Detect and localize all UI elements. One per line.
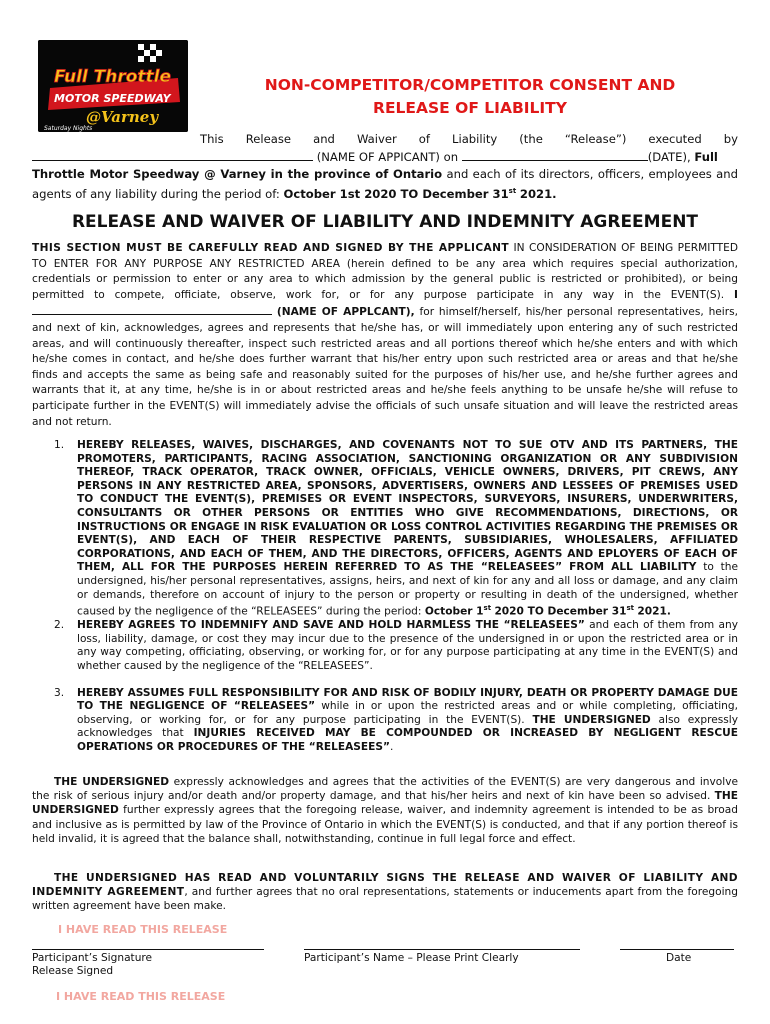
logo-graphic — [38, 40, 188, 132]
read-release-label-2: I HAVE READ THIS RELEASE — [56, 990, 226, 1003]
signs-bold: THE UNDERSIGNED HAS READ AND VOLUNTARILY SIGNS THE RELEASE AND WAIVER OF LIABILITY AND INDEMNITY AGREEMENT — [32, 872, 738, 899]
item-bold: HEREBY RELEASES, WAIVES, DISCHARGES, AND COVENANTS NOT TO SUE OTV AND ITS PARTNERS, THE PROMOTERS, PARTICIPANTS, RACING ASSOCIATION, SANCTIONING ORGANIZATION OR ANY SUBDIVISION THEREOF, TRACK OPERATOR, TRACK OWNER, OFFICIALS, VEHICLE OWNERS, DRIVERS, PIT CREWS, ANY PERSONS IN ANY RESTRICTED AREA, SPONSORS, ADVERTISERS, OWNERS AND LESSEES OF PREMISES USED TO CONDUCT THE EVENT(S), PREMISES OR EVENT INSPECTORS, SURVEYORS, INSURERS, UNDERWRITERS, CONSULTANTS OR OTHER PERSONS OR ENTITIES WHO GIVE RECOMMENDATIONS, DIRECTIONS, OR INSTRUCTIONS OR ENGAGE IN RISK EVALUATION OR LOSS CONTROL ACTIVITIES REGARDING THE PREMISES OR EVENT(S), AND EACH OF THEIR RESPECTIVE PARENTS, SUBSIDIARIES, WHOLESALERS, AFFILIATED CORPORATIONS, AND EACH OF THEM, AND THE DIRECTORS, OFFICERS, AGENTS AND EPLOYERS OF EACH OF THEM, ALL FOR THE PURPOSES HEREIN REFERRED TO AS THE “RELEASEES” FROM ALL LIABILITY — [77, 439, 738, 574]
applicant-name-field[interactable] — [32, 149, 313, 161]
document-title-line2: RELEASE OF LIABILITY — [373, 99, 567, 117]
item-period: October 1 — [424, 605, 484, 618]
section-i-label: I — [734, 288, 738, 301]
item-end: . — [389, 741, 394, 753]
intro-rest: and each of its directors, officers, employees and agents of any liability during the period of: — [32, 167, 738, 201]
item-rest: while in or upon the restricted areas and or while completing, officiating, observing, or working for, or for any purpose participating in the EVENT(S). — [77, 700, 738, 726]
intro-line1: This Release and Waiver of Liability (the “Release”) executed by — [200, 132, 738, 146]
intro-line2 — [32, 149, 738, 166]
undersigned-t1: expressly acknowledges and agrees that the activities of the EVENT(S) are very dangerous and involve the risk of serious injury and/or death and/or property damage, and that his/her heirs and next of kin have been so advised. — [32, 776, 739, 803]
list-item — [32, 439, 738, 619]
section-lead-bold: THIS SECTION MUST BE CAREFULLY READ AND SIGNED BY THE APPLICANT — [32, 242, 509, 254]
section-heading: RELEASE AND WAIVER OF LIABILITY AND INDEMNITY AGREEMENT — [71, 212, 699, 232]
item-rest2: also expressly acknowledges that — [77, 713, 738, 740]
participant-signature-label: Participant’s Signature — [32, 952, 153, 964]
participant-name-label: Participant’s Name – Please Print Clearly — [304, 952, 519, 964]
item-period-mid: 2020 TO December 31 — [494, 605, 627, 618]
date-label: Date — [666, 952, 692, 964]
undersigned-paragraph — [32, 775, 738, 846]
item-rest: and each of them from any loss, liability, damage, or cost they may incur due to the presence of the undersigned in or upon the restricted area or in any way competing, officiating, observing, or working for, or for any purpose participating at any time in the EVENT(S) and whether caused by the negligence of the “RELEASEES”. — [77, 619, 738, 673]
item-number: 3. — [54, 686, 65, 699]
item-period-sup2: st — [626, 604, 634, 613]
item-rest: to the undersigned, his/her personal representatives, assigns, heirs, and next of kin for any and all loss or damage, and any claim or demands, therefore on account of injury to the person or property or resulting in death of the undersigned, whether caused by the negligence of the “RELEASEES” during the period: — [77, 561, 738, 618]
speedway-logo — [38, 40, 188, 132]
logo-line3: @Varney — [86, 108, 159, 126]
section-body: for himself/herself, his/her personal representatives, heirs, and next of kin, acknowledges, agrees and represents that he/she has, or will immediately upon entering any of such restricted areas, and will continuously thereafter, inspect such restricted areas and all portions thereof which he/she enters and with which he/she comes in contact, and he/she does further warrant that his/her entry upon such restricted area or areas and that he/she finds and accepts the same as being safe and reasonably suited for the purposes of his/her use, and he/she further agrees and warrants that it, at any time, he/she is in or about restricted areas and he/she feels anything to be unsafe he/she will refuse to participate further in the EVENT(S) will immediately advise the officials of such unsafe situation and will leave the restricted areas and not return. — [32, 306, 738, 428]
item-number: 2. — [54, 619, 65, 632]
intro-period-end: 2021. — [519, 186, 557, 201]
list-item — [32, 619, 738, 673]
intro-period-sup: st — [508, 186, 517, 195]
intro-period: October 1st 2020 TO December 31 — [283, 186, 509, 201]
document-title-line1: NON-COMPETITOR/COMPETITOR CONSENT AND — [264, 76, 676, 94]
release-items — [32, 439, 738, 755]
date-field[interactable] — [462, 149, 648, 161]
section-lead-rest: IN CONSIDERATION OF BEING PERMITTED TO ENTER FOR ANY PURPOSE ANY RESTRICTED AREA (herein defined to be any area which requires special authorization, credentials or permission to enter or any area to which admission by the general public is restricted or prohibited), or being permitted to compete, officiate, observe, work for, or for any purpose participate in any way in the EVENT(S). — [32, 242, 738, 301]
intro-paragraph — [32, 166, 738, 202]
intro-venue: Throttle Motor Speedway @ Varney in the province of Ontario — [32, 167, 443, 181]
intro-date-label: (DATE), — [647, 150, 691, 164]
logo-line4: Saturday Nights — [44, 125, 93, 132]
date-line[interactable] — [620, 949, 734, 950]
section-name-label: (NAME OF APPLCANT), — [276, 306, 415, 319]
item-bold: HEREBY ASSUMES FULL RESPONSIBILITY FOR AND RISK OF BODILY INJURY, DEATH OR PROPERTY DAMAGE DUE TO THE NEGLIGENCE OF “RELEASEES” — [77, 686, 738, 713]
print-name-line[interactable] — [304, 949, 580, 950]
release-signed-label: Release Signed — [32, 965, 114, 977]
signature-line[interactable] — [32, 949, 264, 950]
item-bold: HEREBY AGREES TO INDEMNIFY AND SAVE AND HOLD HARMLESS THE “RELEASEES” — [77, 619, 585, 632]
read-release-label: I HAVE READ THIS RELEASE — [58, 923, 228, 936]
intro-name-label: (NAME OF APPICANT) on — [316, 150, 459, 164]
logo-line2: MOTOR SPEEDWAY — [54, 92, 171, 105]
item-bold3: INJURIES RECEIVED MAY BE COMPOUNDED OR INCREASED BY NEGLIGENT RESCUE OPERATIONS OR PROCEDURES OF THE “RELEASEES” — [77, 727, 739, 753]
section-paragraph — [32, 241, 738, 430]
undersigned-t2: further expressly agrees that the foregoing release, waiver, and indemnity agreement is intended to be as broad and inclusive as is permitted by law of the Province of Ontario in which the EVENT(S) is conducted, and that if any portion thereof is held invalid, it is agreed that the balance shall, notwithstanding, continue in full legal force and effect. — [32, 804, 738, 845]
signs-rest: , and further agrees that no oral representations, statements or inducements apart from the foregoing written agreement have been make. — [32, 886, 738, 913]
item-bold2: THE UNDERSIGNED — [532, 713, 651, 726]
item-number: 1. — [54, 439, 65, 451]
item-period-sup1: st — [483, 604, 492, 613]
item-period-end: 2021. — [637, 605, 671, 618]
applicant-name-field-2[interactable] — [32, 303, 272, 315]
list-item — [32, 687, 738, 755]
logo-line1: Full Throttle — [54, 67, 172, 87]
intro-full: Full — [694, 150, 718, 164]
undersigned-b2: THE UNDERSIGNED — [32, 790, 738, 817]
undersigned-b1: THE UNDERSIGNED — [54, 776, 170, 788]
signs-paragraph — [32, 871, 738, 914]
